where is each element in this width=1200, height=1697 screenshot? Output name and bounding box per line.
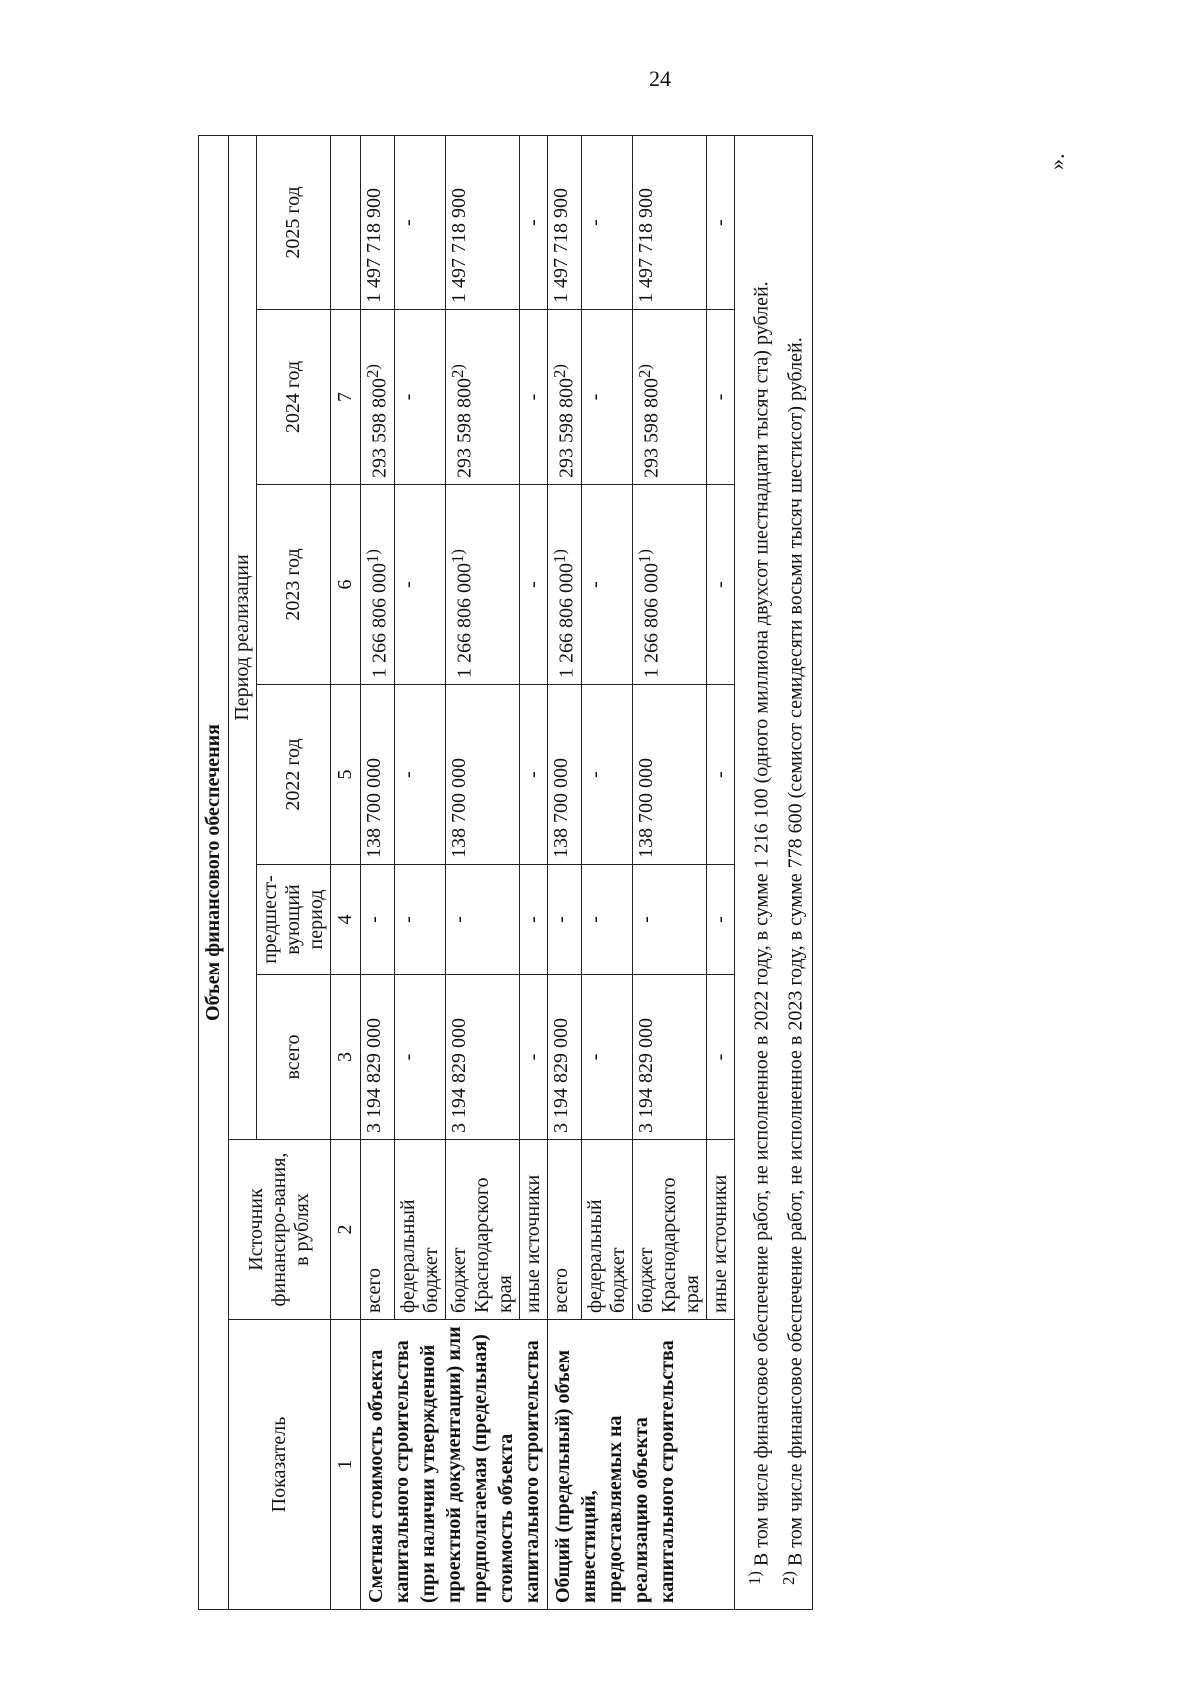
page-number: 24	[649, 66, 671, 91]
footnote-ref: 2)	[447, 364, 467, 378]
total-cell: 3 194 829 000	[445, 975, 519, 1140]
table-row	[548, 135, 582, 1609]
indicator-cell: Сметная стоимость объекта капитального строительства (при наличии утвержденной проектной документации) или предполагаемая (предельная) стоимость объекта капитального строительства	[361, 1320, 548, 1610]
footnotes-row	[734, 135, 812, 1609]
source-cell: всего	[548, 1140, 582, 1320]
column-number: 2	[331, 1140, 361, 1320]
header-indicator: Показатель	[229, 1320, 331, 1610]
y2023-cell: 1 266 806 000$^{1)}$	[445, 485, 519, 685]
y2024-cell: 293 598 800$^{2)}$	[548, 310, 582, 485]
header-2022: 2022 год	[257, 685, 331, 865]
source-cell: иные источники	[706, 1140, 734, 1320]
y2023-cell: -	[519, 485, 547, 685]
y2022-cell: -	[706, 685, 734, 865]
footnote-ref: 1)	[363, 549, 382, 563]
column-number: 5	[331, 685, 361, 865]
y2024-cell: 293 598 800$^{2)}$	[632, 310, 706, 485]
source-cell: всего	[361, 1140, 395, 1320]
total-cell: 3 194 829 000	[632, 975, 706, 1140]
footnotes	[741, 142, 810, 1603]
y2022-cell: -	[394, 685, 445, 865]
source-cell: федеральный бюджет	[581, 1140, 632, 1320]
financing-table	[198, 135, 813, 1610]
table-row	[361, 135, 395, 1609]
header-period: Период реализации	[229, 135, 257, 1139]
table-caption: Объем финансового обеспечения	[199, 135, 229, 1609]
source-cell: бюджет Краснодарского края	[632, 1140, 706, 1320]
previous-cell: -	[519, 865, 547, 975]
previous-cell: -	[706, 865, 734, 975]
y2024-cell: -	[581, 310, 632, 485]
y2022-cell: -	[581, 685, 632, 865]
footnote-ref: 2)	[634, 364, 654, 378]
y2025-cell: -	[706, 135, 734, 309]
column-number: 6	[331, 485, 361, 685]
source-cell: федеральный бюджет	[394, 1140, 445, 1320]
header-2024: 2024 год	[257, 310, 331, 485]
footnotes-cell	[734, 135, 812, 1609]
total-cell: 3 194 829 000	[548, 975, 582, 1140]
y2023-cell: -	[394, 485, 445, 685]
y2022-cell: 138 700 000	[445, 685, 519, 865]
y2025-cell: -	[581, 135, 632, 309]
total-cell: -	[706, 975, 734, 1140]
y2024-cell: -	[394, 310, 445, 485]
header-source: Источник финансиро-вания, в рублях	[229, 1140, 331, 1320]
footnote-2: $^{2)}$ В том числе финансовое обеспечение работ, не исполненное в 2023 году, в сумме 778 600 (семисот семидесяти восьми тысяч шестисот) рублей.	[779, 337, 807, 1585]
total-cell: 3 194 829 000	[361, 975, 395, 1140]
header-total: всего	[257, 975, 331, 1140]
previous-cell: -	[581, 865, 632, 975]
column-number: 7	[331, 310, 361, 485]
rotated-content	[198, 130, 1078, 1610]
column-number: 4	[331, 865, 361, 975]
header-previous: предшест-вующий период	[257, 865, 331, 975]
y2025-cell: 1 497 718 900	[548, 135, 582, 309]
y2022-cell: 138 700 000	[548, 685, 582, 865]
footnote-ref: 1)	[550, 549, 569, 563]
total-cell: -	[394, 975, 445, 1140]
y2025-cell: 1 497 718 900	[361, 135, 395, 309]
y2023-cell: 1 266 806 000$^{1)}$	[632, 485, 706, 685]
previous-cell: -	[632, 865, 706, 975]
total-cell: -	[581, 975, 632, 1140]
y2023-cell: -	[581, 485, 632, 685]
column-number: 3	[331, 975, 361, 1140]
y2024-cell: -	[519, 310, 547, 485]
column-numbers-row	[331, 135, 361, 1609]
y2022-cell: -	[519, 685, 547, 865]
y2025-cell: 1 497 718 900	[632, 135, 706, 309]
footnote-ref: 2)	[550, 364, 569, 378]
y2025-cell: 1 497 718 900	[445, 135, 519, 309]
footnote-1: $^{1)}$ В том числе финансовое обеспечение работ, не исполненное в 2022 году, в сумме 1 216 100 (одного миллиона двухсот шестнадцати тысяч ста) рублей.	[744, 281, 773, 1585]
previous-cell: -	[394, 865, 445, 975]
previous-cell: -	[361, 865, 395, 975]
footnote-ref: 2)	[363, 364, 382, 378]
footnote-ref: 1)	[447, 549, 467, 563]
total-cell: -	[519, 975, 547, 1140]
indicator-cell: Общий (предельный) объем инвестиций, предоставляемых на реализацию объекта капитального строительства	[548, 1320, 735, 1610]
y2024-cell: 293 598 800$^{2)}$	[445, 310, 519, 485]
y2024-cell: -	[706, 310, 734, 485]
source-cell: бюджет Краснодарского края	[445, 1140, 519, 1320]
y2025-cell: -	[519, 135, 547, 309]
header-2023: 2023 год	[257, 485, 331, 685]
y2023-cell: -	[706, 485, 734, 685]
y2024-cell: 293 598 800$^{2)}$	[361, 310, 395, 485]
header-2025: 2025 год	[257, 135, 331, 309]
source-cell: иные источники	[519, 1140, 547, 1320]
column-number: 1	[331, 1320, 361, 1610]
previous-cell: -	[445, 865, 519, 975]
closing-quote-mark: ».	[1044, 153, 1069, 170]
y2023-cell: 1 266 806 000$^{1)}$	[548, 485, 582, 685]
footnote-ref: 1)	[634, 549, 654, 563]
column-number-empty	[331, 135, 361, 309]
y2022-cell: 138 700 000	[361, 685, 395, 865]
y2022-cell: 138 700 000	[632, 685, 706, 865]
previous-cell: -	[548, 865, 582, 975]
y2025-cell: -	[394, 135, 445, 309]
y2023-cell: 1 266 806 000$^{1)}$	[361, 485, 395, 685]
